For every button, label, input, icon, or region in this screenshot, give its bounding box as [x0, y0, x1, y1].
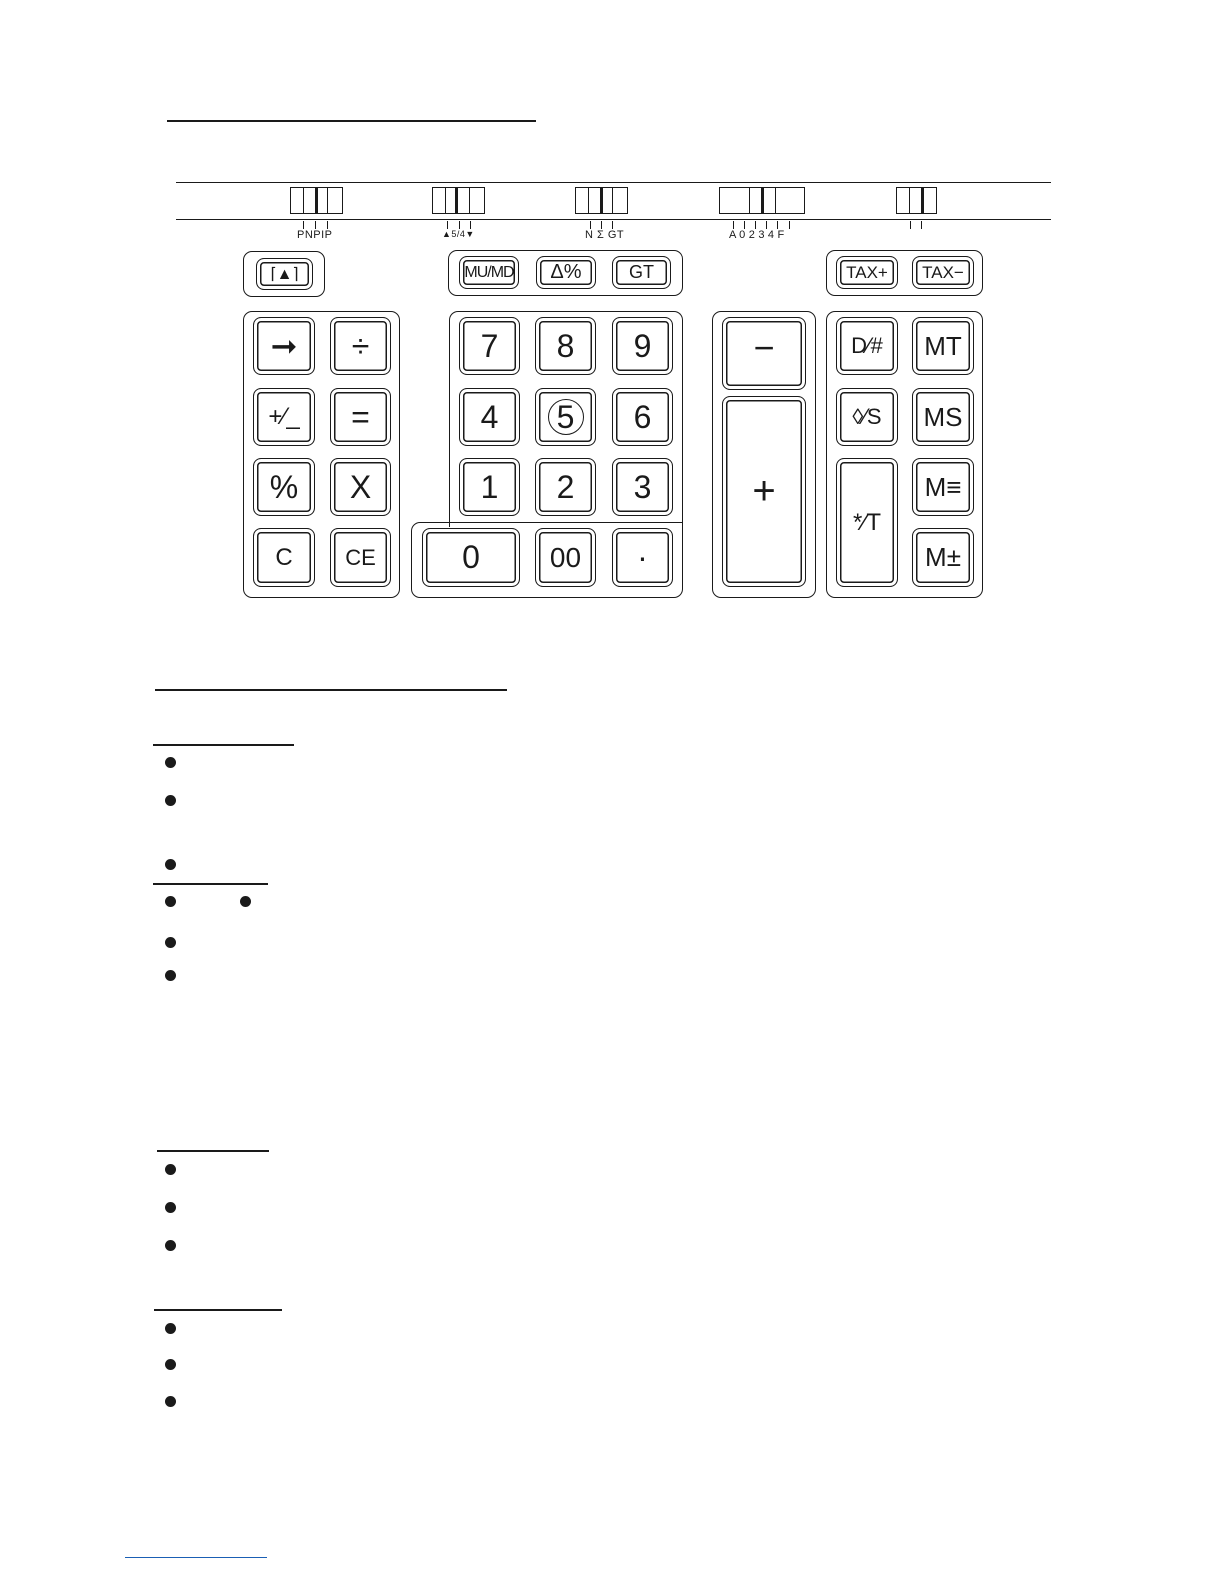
bullet — [165, 1396, 176, 1407]
subsection-rule-2 — [153, 883, 268, 885]
m-plus-minus-key[interactable]: M± — [912, 528, 974, 587]
bullet — [240, 896, 251, 907]
subsection-rule-1 — [153, 744, 294, 746]
digit-3-key[interactable]: 3 — [612, 458, 673, 516]
digit-8-key[interactable]: 8 — [535, 317, 596, 375]
bullet — [165, 1323, 176, 1334]
tax-minus-key[interactable]: TAX− — [912, 256, 974, 289]
decimal-point-key[interactable]: · — [612, 528, 673, 587]
bullet — [165, 1240, 176, 1251]
mt-key[interactable]: MT — [912, 317, 974, 375]
bullet — [165, 896, 176, 907]
print-switch-labels: PNPIP — [297, 229, 333, 241]
clear-key[interactable]: C — [253, 528, 315, 587]
paper-feed-icon: ⌈▲⌉ — [270, 266, 299, 283]
paper-feed-key[interactable] — [256, 258, 313, 290]
footer-link-rule — [125, 1557, 267, 1558]
fifth-switch[interactable] — [896, 187, 937, 214]
accumulate-switch-labels: N Σ GT — [585, 229, 625, 241]
rounding-switch-labels: ▲5/4▼ — [442, 229, 475, 239]
digit-5-key[interactable]: 5 — [535, 388, 596, 446]
arrow-right-icon: ➞ — [270, 328, 298, 364]
mu-md-key[interactable]: MU/MD — [459, 256, 519, 289]
decimal-switch[interactable] — [719, 187, 805, 214]
bullet — [165, 1202, 176, 1213]
multiply-key[interactable]: X — [330, 458, 391, 516]
digit-9-key[interactable]: 9 — [612, 317, 673, 375]
panel-bottom-line — [176, 219, 1051, 220]
rounding-switch[interactable] — [432, 187, 485, 214]
section-rule-1 — [155, 689, 507, 691]
arrow-key[interactable] — [253, 317, 315, 375]
gt-key[interactable]: GT — [612, 256, 671, 289]
bullet — [165, 795, 176, 806]
bullet — [165, 970, 176, 981]
ms-key[interactable]: MS — [912, 388, 974, 446]
star-total-key[interactable]: *⁄T — [836, 458, 898, 587]
bullet — [165, 757, 176, 768]
digit-1-key[interactable]: 1 — [459, 458, 520, 516]
bullet — [165, 1164, 176, 1175]
panel-top-line — [176, 182, 1051, 183]
digit-2-key[interactable]: 2 — [535, 458, 596, 516]
equals-key[interactable]: = — [330, 388, 391, 446]
bullet — [165, 1359, 176, 1370]
digit-7-key[interactable]: 7 — [459, 317, 520, 375]
subsection-rule-3 — [157, 1150, 269, 1152]
print-switch[interactable] — [290, 187, 343, 214]
date-number-key[interactable]: D⁄# — [836, 317, 898, 375]
decimal-switch-labels: A 0 2 3 4 F — [729, 229, 785, 241]
double-zero-key[interactable]: 00 — [535, 528, 596, 587]
clear-entry-key[interactable]: CE — [330, 528, 391, 587]
accumulate-switch[interactable] — [575, 187, 628, 214]
digit-4-key[interactable]: 4 — [459, 388, 520, 446]
digit-6-key[interactable]: 6 — [612, 388, 673, 446]
subsection-rule-4 — [154, 1309, 282, 1311]
plus-minus-key[interactable]: +⁄_ — [253, 388, 315, 446]
plus-key[interactable]: + — [722, 396, 806, 587]
diamond-s-key[interactable]: ◊⁄S — [836, 388, 898, 446]
bullet — [165, 937, 176, 948]
m-equals-key[interactable]: M≡ — [912, 458, 974, 516]
delta-percent-key[interactable]: Δ% — [536, 256, 596, 289]
percent-key[interactable]: % — [253, 458, 315, 516]
minus-key[interactable]: − — [722, 317, 806, 390]
divide-key[interactable]: ÷ — [330, 317, 391, 375]
bullet — [165, 859, 176, 870]
tax-plus-key[interactable]: TAX+ — [836, 256, 898, 289]
digit-0-key[interactable]: 0 — [422, 528, 520, 587]
title-rule — [167, 120, 536, 122]
